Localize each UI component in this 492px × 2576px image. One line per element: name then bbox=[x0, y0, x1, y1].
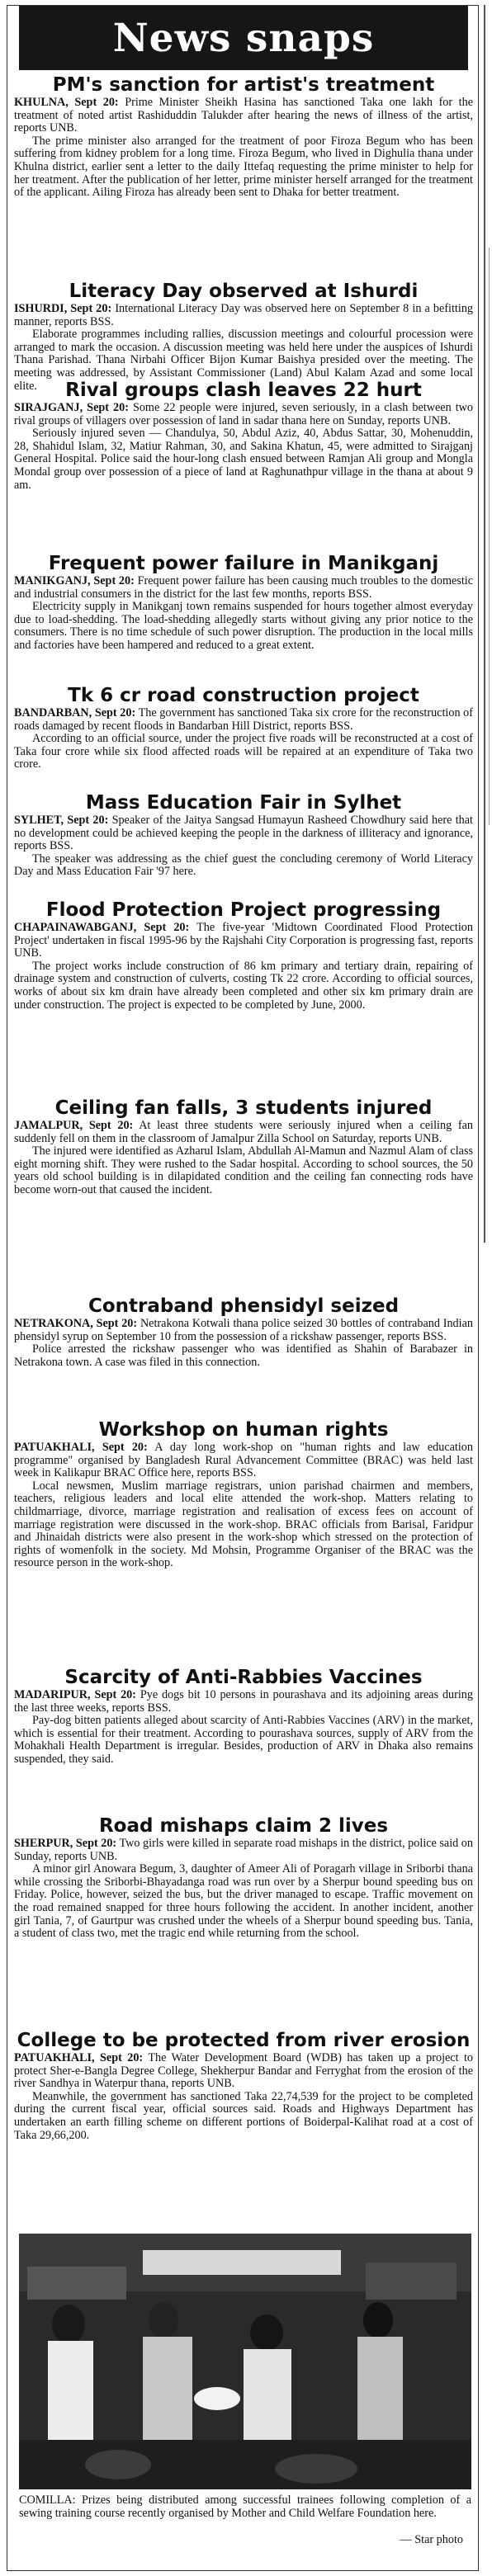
story-text: The five-year 'Midtown Coordinated Flood Protection Project' undertaken in fiscal 1995-96 by the Rajshahi City Corporation is progressing fast, reports UNB. bbox=[14, 921, 473, 960]
photo-illustration bbox=[19, 2234, 471, 2489]
story-dateline: CHAPAINAWABGANJ, Sept 20: bbox=[14, 921, 190, 934]
story-dateline: SIRAJGANJ, Sept 20: bbox=[14, 401, 129, 414]
news-column bbox=[7, 5, 479, 2571]
story-paragraph bbox=[14, 1343, 473, 1369]
story-dateline: MANIKGANJ, Sept 20: bbox=[14, 574, 135, 587]
story-text: Some 22 people were injured, seven seriously, in a clash between two rival groups of villagers over possession of land in sadar thana here on Sunday, reports UNB. bbox=[14, 401, 473, 427]
news-story bbox=[14, 552, 473, 653]
story-headline: Scarcity of Anti-Rabbies Vaccines bbox=[64, 1667, 423, 1688]
story-text: Meanwhile, the government has sanctioned Taka 22,74,539 for the project to be completed during the current fiscal year, official sources said. Roads and Highways Department has undertaken an earth filling scheme on different portions of Boiderpal-Kalihat road at a cost of Taka 29,66,200. bbox=[14, 2089, 473, 2142]
news-story bbox=[14, 899, 473, 1012]
news-story bbox=[14, 280, 473, 393]
story-paragraph bbox=[14, 814, 473, 853]
story-text: Two girls were killed in separate road mishaps in the district, police said on Sunday, reports UNB. bbox=[14, 1837, 473, 1863]
section-title: News snaps bbox=[112, 15, 375, 61]
column-rule-secondary bbox=[489, 248, 490, 825]
story-headline: Literacy Day observed at Ishurdi bbox=[69, 281, 419, 302]
photo-credit: — Star photo bbox=[400, 2533, 463, 2546]
story-text: Electricity supply in Manikganj town remains suspended for hours together almost everyday due to load-shedding. The load-shedding allegedly starts without giving any prior notice to the consumers. There is no time schedule of such power disruption. The production in the local mills and factories have been hampered and reduced to a great extent. bbox=[14, 600, 473, 652]
story-text: The Water Development Board (WDB) has taken up a project to protect Sher-e-Bangla Degree College, Shekherpur Bandar and Ferryghat from the erosion of the river Sandhya in Waterpur thana, reports UNB. bbox=[14, 2051, 473, 2091]
story-dateline: SHERPUR, Sept 20: bbox=[14, 1837, 117, 1850]
story-headline: Mass Education Fair in Sylhet bbox=[85, 792, 402, 814]
story-text: According to an official source, under the project five roads will be reconstructed at a cost of Taka four crore while six flood affected roads will be repaired at an expenditure of Taka two crore. bbox=[14, 732, 473, 771]
story-paragraph bbox=[14, 1863, 473, 1941]
news-photo bbox=[19, 2234, 471, 2489]
story-headline: Workshop on human rights bbox=[98, 1419, 389, 1441]
story-dateline: NETRAKONA, Sept 20: bbox=[14, 1317, 138, 1330]
news-story bbox=[14, 1097, 473, 1197]
story-paragraph bbox=[14, 1715, 473, 1766]
story-paragraph bbox=[14, 733, 473, 771]
story-headline: Ceiling fan falls, 3 students injured bbox=[54, 1097, 433, 1119]
story-paragraph bbox=[14, 135, 473, 200]
story-text: Seriously injured seven — Chandulya, 50, Abdul Aziz, 40, Abdus Sattar, 30, Mohenuddin, 28, Shahidul Islam, 32, Matiur Rahman, 30, and Sakina Khatun, 45, were admitted to Sirajganj General Hospital. Police said the hour-long clash ensued between Ramjan Ali group and Mongla Mondal group over possession of a piece of land at Raghunathpur village in the thana at about 9 am. bbox=[14, 427, 473, 492]
story-text: The project works include construction of 86 km primary and tertiary drain, repairing of drainage system and construction of culverts, costing Tk 22 crore. According to official sources, works of about six km drain have already been completed and other six km primary drain are under construction. The project is expected to be completed by June, 2000. bbox=[14, 959, 473, 1012]
story-text: Pay-dog bitten patients alleged about scarcity of Anti-Rabbies Vaccines (ARV) in the market, which is essential for their treatment. According to pourashava sources, supply of ARV from the Mohakhali Health Department is irregular. Besides, production of ARV in Dhaka also remains suspended, they said. bbox=[14, 1714, 473, 1766]
news-story bbox=[14, 1814, 473, 1941]
story-paragraph bbox=[14, 922, 473, 960]
story-headline: Contraband phensidyl seized bbox=[88, 1295, 400, 1317]
story-paragraph bbox=[14, 2052, 473, 2091]
story-text: A day long work-shop on "human rights and law education programme" organised by Bangladesh Rural Advancement Committee (BRAC) was held last week in Kalikapur BRAC Office here, reports BSS. bbox=[14, 1441, 473, 1480]
story-paragraph bbox=[14, 427, 473, 492]
story-paragraph bbox=[14, 1318, 473, 1343]
story-paragraph bbox=[14, 853, 473, 879]
story-dateline: PATUAKHALI, Sept 20: bbox=[14, 1441, 148, 1454]
story-headline: Flood Protection Project progressing bbox=[45, 899, 442, 921]
story-text: Elaborate programmes including rallies, discussion meetings and colourful procession were arranged to mark the occasion. A discussion meeting was held here under the auspices of Ishurdi Thana Parishad. Thana Nirbahi Officer Bijon Kumar Baishya presided over the meeting. The meeting was addressed, by Assistant Commissioner (Land) Abul Kalam Azad and some local elite. bbox=[14, 328, 473, 393]
story-text: Frequent power failure has been causing much troubles to the domestic and industrial consumers in the district for the last few months, reports BSS. bbox=[14, 574, 474, 601]
story-text: Pye dogs bit 10 persons in pourashava and its adjoining areas during the last three weeks, reports BSS. bbox=[14, 1688, 473, 1715]
story-text: Police arrested the rickshaw passenger who was identified as Shahin of Barabazer in Netrakona town. A case was filed in this connection. bbox=[14, 1342, 473, 1369]
news-story bbox=[14, 73, 473, 200]
story-text: Netrakona Kotwali thana police seized 30 bottles of contraband Indian phensidyl syrup on September 10 from the possession of a rickshaw passenger, reports BSS. bbox=[14, 1317, 473, 1343]
news-story bbox=[14, 2029, 473, 2142]
story-dateline: MADARIPUR, Sept 20: bbox=[14, 1688, 136, 1701]
story-paragraph bbox=[14, 1480, 473, 1570]
story-headline: Rival groups clash leaves 22 hurt bbox=[65, 380, 422, 401]
story-headline: College to be protected from river erosion bbox=[17, 2030, 471, 2051]
news-story bbox=[14, 1666, 473, 1767]
news-story bbox=[14, 379, 473, 492]
story-paragraph bbox=[14, 2091, 473, 2142]
story-paragraph bbox=[14, 707, 473, 733]
story-dateline: BANDARBAN, Sept 20: bbox=[14, 706, 136, 719]
story-paragraph bbox=[14, 575, 473, 601]
story-dateline: PATUAKHALI, Sept 20: bbox=[14, 2051, 144, 2064]
story-headline: Road mishaps claim 2 lives bbox=[98, 1815, 389, 1837]
story-paragraph bbox=[14, 303, 473, 328]
story-paragraph bbox=[14, 1145, 473, 1196]
story-paragraph bbox=[14, 97, 473, 135]
story-dateline: JAMALPUR, Sept 20: bbox=[14, 1119, 134, 1132]
story-paragraph bbox=[14, 1120, 473, 1145]
story-paragraph bbox=[14, 1689, 473, 1715]
story-paragraph bbox=[14, 402, 473, 427]
story-dateline: KHULNA, Sept 20: bbox=[14, 96, 119, 109]
news-story bbox=[14, 684, 473, 771]
story-text: The prime minister also arranged for the treatment of poor Firoza Begum who has been suffering from kidney problem for a long time. Firoza Begum, who lived in Dighulia thana under Khulna district, earlier sent a letter to the daily Ittefaq requesting the prime minister to help for her treatment. After the publication of her letter, prime minister herself arranged for the treatment of the applicant. Ailing Firoza has already been sent to Dhaka for better treatment. bbox=[14, 134, 473, 200]
news-story bbox=[14, 1418, 473, 1570]
photo-caption: COMILLA: Prizes being distributed among successful trainees following completion of a sewing training course recently organised by Mother and Child Welfare Foundation here. bbox=[19, 2493, 471, 2520]
story-text: The injured were identified as Azharul Islam, Abdullah Al-Mamun and Nazmul Alam of class eight morning shift. They were rushed to the Sadar hospital. According to school sources, the 50 years old school building is in dilapidated condition and the ceiling fan connecting rods have become worn-out that caused the incident. bbox=[14, 1144, 473, 1196]
story-headline: PM's sanction for artist's treatment bbox=[52, 74, 435, 96]
story-text: International Literacy Day was observed here on September 8 in a befitting manner, reports BSS. bbox=[14, 302, 474, 328]
story-text: Speaker of the Jaitya Sangsad Humayun Rasheed Chowdhury said here that no development could be achieved keeping the people in the darkness of illiteracy and ignorance, reports BSS. bbox=[14, 814, 473, 853]
story-headline: Frequent power failure in Manikganj bbox=[48, 553, 439, 574]
section-banner bbox=[19, 6, 468, 70]
news-story bbox=[14, 1295, 473, 1369]
story-headline: Tk 6 cr road construction project bbox=[68, 685, 419, 706]
story-text: The government has sanctioned Taka six crore for the reconstruction of roads damaged by recent floods in Bandarban Hill District, reports BSS. bbox=[14, 706, 473, 733]
story-paragraph bbox=[14, 1441, 473, 1480]
story-text: At least three students were seriously injured when a ceiling fan suddenly fell on them in the classroom of Jamalpur Zilla School on Saturday, reports UNB. bbox=[14, 1119, 473, 1145]
column-rule bbox=[484, 5, 485, 1243]
story-paragraph bbox=[14, 601, 473, 652]
story-text: A minor girl Anowara Begum, 3, daughter of Ameer Ali of Poragarh village in Sriborbi thana while crossing the Sriborbi-Bhayadanga road was run over by a Sherpur bound speeding bus on Friday. Police, however, seized the bus, but the driver managed to escape. Traffic movement on the road remained snapped for three hours following the accident. In another incident, another girl Tania, 7, of Gaurtpur was crushed under the wheels of a Sherpur bound speeding bus. Tania, a student of class two, met the tragic end while returning from the school. bbox=[14, 1862, 473, 1941]
story-paragraph bbox=[14, 1838, 473, 1863]
news-story bbox=[14, 791, 473, 879]
story-text: Prime Minister Sheikh Hasina has sanctioned Taka one lakh for the treatment of noted artist Rashiduddin Talukder after hearing the news of illness of the artist, reports UNB. bbox=[14, 96, 474, 135]
story-text: The speaker was addressing as the chief guest the concluding ceremony of World Literacy Day and Mass Education Fair '97 here. bbox=[14, 852, 473, 879]
story-text: Local newsmen, Muslim marriage registrars, union parishad chairmen and members, teachers, religious leaders and local elite attended the work-shop. Matters relating to childmarriage, divorce, marriage registration and realisation of excess fees on account of marriage registration were discussed in the work-shop. BRAC officials from Barisal, Faridpur and Jhinaidah districts were also present in the work-shop which stressed on the protection of rights of womenfolk in the society. Md Mohsin, Programme Organiser of the BRAC was the resource person in the work-shop. bbox=[14, 1479, 473, 1570]
story-dateline: ISHURDI, Sept 20: bbox=[14, 302, 112, 315]
story-paragraph bbox=[14, 960, 473, 1012]
story-dateline: SYLHET, Sept 20: bbox=[14, 814, 109, 827]
